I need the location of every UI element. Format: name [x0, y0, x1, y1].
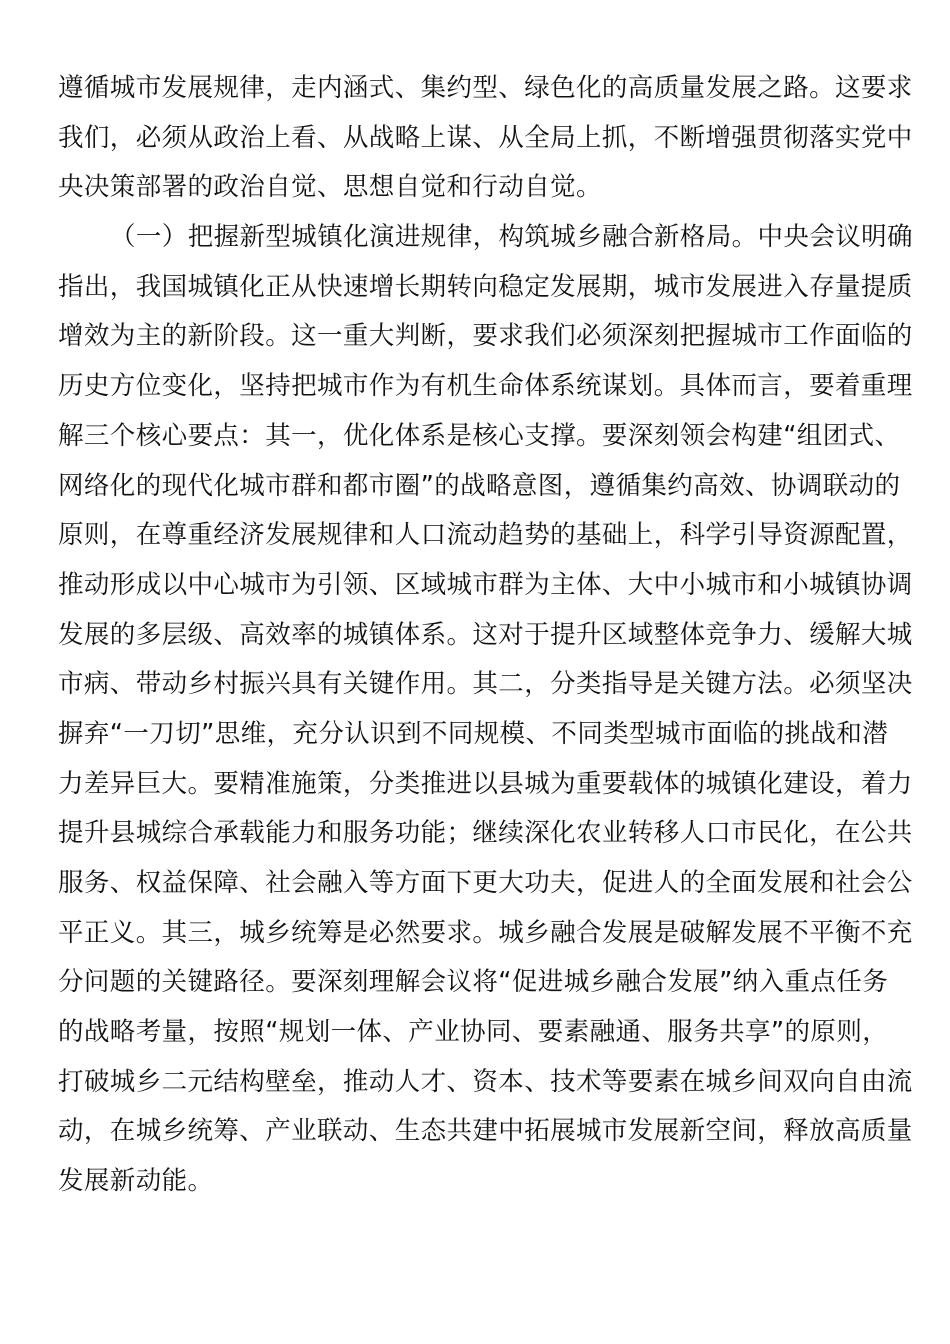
paragraph-line: 解三个核心要点：其一，优化体系是核心支撑。要深刻领会构建“组团式、: [58, 420, 901, 451]
paragraph-line: 摒弃“一刀切”思维，充分认识到不同规模、不同类型城市面临的挑战和潜: [58, 718, 889, 749]
paragraph-line: 网络化的现代化城市群和都市圈”的战略意图，遵循集约高效、协调联动的: [58, 470, 901, 501]
paragraph-1: [58, 64, 913, 213]
paragraph-line: 增效为主的新阶段。这一重大判断，要求我们必须深刻把握城市工作面临的: [58, 321, 913, 352]
paragraph-line: 发展的多层级、高效率的城镇体系。这对于提升区域整体竞争力、缓解大城: [58, 619, 913, 650]
paragraph-line: 力差异巨大。要精准施策，分类推进以县城为重要载体的城镇化建设，着力: [58, 768, 913, 799]
paragraph-line: 打破城乡二元结构壁垒，推动人才、资本、技术等要素在城乡间双向自由流: [58, 1066, 913, 1097]
paragraph-line: 市病、带动乡村振兴具有关键作用。其二，分类指导是关键方法。必须坚决: [58, 669, 913, 700]
paragraph-line: 遵循城市发展规律，走内涵式、集约型、绿色化的高质量发展之路。这要求: [58, 73, 913, 103]
paragraph-line: 平正义。其三，城乡统筹是必然要求。城乡融合发展是破解发展不平衡不充: [58, 917, 913, 948]
paragraph-line: 发展新动能。: [58, 1166, 214, 1197]
paragraph-line: 我们，必须从政治上看、从战略上谋、从全局上抓，不断增强贯彻落实党中: [58, 122, 913, 153]
paragraph-line: 央决策部署的政治自觉、思想自觉和行动自觉。: [58, 172, 602, 203]
paragraph-line: 服务、权益保障、社会融入等方面下更大功夫，促进人的全面发展和社会公: [58, 868, 913, 898]
paragraph-line: 指出，我国城镇化正从快速增长期转向稳定发展期，城市发展进入存量提质: [58, 271, 913, 302]
paragraph-line: 推动形成以中心城市为引领、区域城市群为主体、大中小城市和小城镇协调: [58, 569, 913, 600]
paragraph-line: 的战略考量，按照“规划一体、产业协同、要素融通、服务共享”的原则，: [58, 1017, 889, 1048]
paragraph-line: 历史方位变化，坚持把城市作为有机生命体系统谋划。具体而言，要着重理: [58, 371, 913, 402]
paragraph-2: [58, 213, 913, 1207]
paragraph-line: 提升县城综合承载能力和服务功能；继续深化农业转移人口市民化，在公共: [58, 818, 913, 849]
paragraph-line: （一）把握新型城镇化演进规律，构筑城乡融合新格局。中央会议明确: [110, 222, 913, 253]
paragraph-line: 分问题的关键路径。要深刻理解会议将“促进城乡融合发展”纳入重点任务: [58, 967, 889, 998]
paragraph-line: 原则，在尊重经济发展规律和人口流动趋势的基础上，科学引导资源配置，: [58, 520, 913, 551]
paragraph-line: 动，在城乡统筹、产业联动、生态共建中拓展城市发展新空间，释放高质量: [58, 1116, 913, 1147]
document-body: [58, 64, 913, 1207]
